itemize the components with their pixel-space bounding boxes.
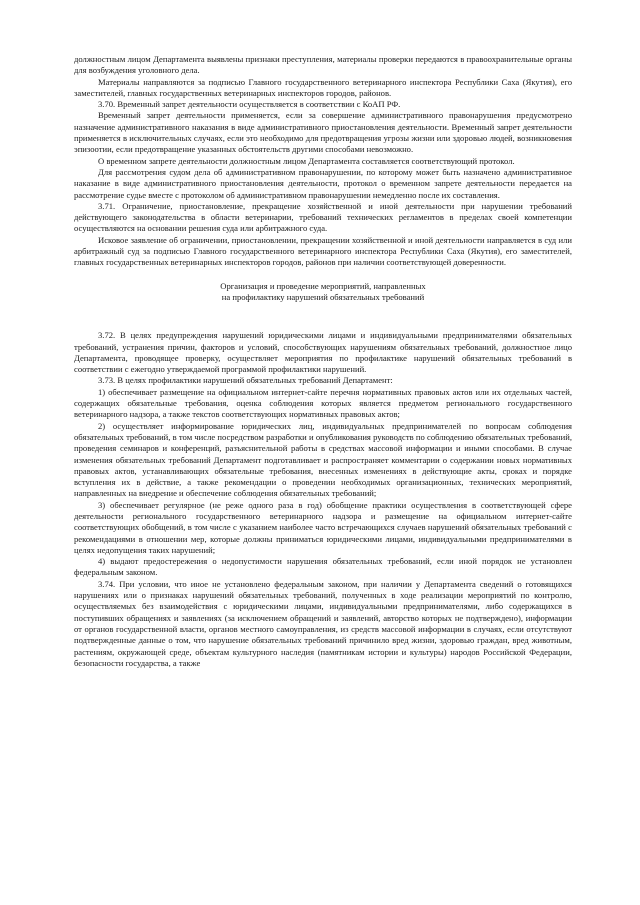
paragraph-3-71: 3.71. Ограничение, приостановление, прекращение хозяйственной и иной деятельности при нарушении требований действующего законодательства в области ветеринарии, требований технических регламентов в пределах своей компетенции осуществляются на основании решения суда или арбитражного суда.: [74, 200, 572, 234]
paragraph-3-74: 3.74. При условии, что иное не установлено федеральным законом, при наличии у Департамента сведений о готовящихся нарушениях или о признаках нарушений обязательных требований, полученных в ходе реализации мероприятий по контролю, осуществляемых без взаимодействия с юридическими лицами, индивидуальными предпринимателями, либо содержащихся в поступивших обращениях и заявлениях (за исключением обращений и заявлений, авторство которых не подтверждено), информации от органов государственной власти, органов местного самоуправления, из средств массовой информации в случаях, если отсутствуют подтвержденные данные о том, что нарушение обязательных требований причинило вред жизни, здоровью граждан, вред животным, растениям, окружающей среде, объектам культурного наследия (памятникам истории и культуры) народов Российской Федерации, безопасности государства, а также: [74, 578, 572, 668]
paragraph-court-review: Для рассмотрения судом дела об административном правонарушении, по которому может быть назначено административное наказание в виде административного приостановления деятельности, протокол о временном запрете деятельности передается на рассмотрение судье вместе с протоколом об административном правонарушении немедленно после их составления.: [74, 166, 572, 200]
list-item-2: 2) осуществляет информирование юридических лиц, индивидуальных предпринимателей по вопросам соблюдения обязательных требований, в том числе посредством разработки и опубликования руководств по соблюдению обязательных требований, проведения семинаров и конференций, разъяснительной работы в средствах массовой информации и иными способами. В случае изменения обязательных требований Департамент подготавливает и распространяет комментарии о содержании новых нормативных правовых актов, устанавливающих обязательные требования, внесенных изменениях в действующие акты, сроках и порядке вступления их в действие, а также рекомендации о проведении необходимых организационных, технических мероприятий, направленных на внедрение и обеспечение соблюдения обязательных требований;: [74, 420, 572, 499]
paragraph-continuation: должностным лицом Департамента выявлены признаки преступления, материалы проверки передаются в правоохранительные органы для возбуждения уголовного дела.: [74, 54, 572, 76]
paragraph-3-72: 3.72. В целях предупреждения нарушений юридическими лицами и индивидуальными предпринимателями обязательных требований, устранения причин, факторов и условий, способствующих нарушениям обязательных требований, должностное лицо Департамента, проводящее проверку, осуществляет мероприятия по профилактике нарушений обязательных требований в соответствии с ежегодно утверждаемой программой профилактики нарушений.: [74, 330, 572, 375]
section-heading: [74, 281, 572, 305]
paragraph-temporary-ban: Временный запрет деятельности применяется, если за совершение административного правонарушения предусмотрено назначение административного наказания в виде административного приостановления деятельности. Временный запрет деятельности применяется в исключительных случаях, если это необходимо для предотвращения угрозы жизни или здоровью людей, возникновения эпизоотии, если предотвращение указанных обстоятельств другими способами невозможно.: [74, 110, 572, 155]
paragraph-3-70: 3.70. Временный запрет деятельности осуществляется в соответствии с КоАП РФ.: [98, 99, 401, 110]
paragraph-materials-signature: Материалы направляются за подписью Главного государственного ветеринарного инспектора Республики Саха (Якутия), его заместителей, главных государственных ветеринарных инспекторов городов, районов.: [74, 76, 572, 98]
list-item-1: 1) обеспечивает размещение на официальном интернет-сайте перечня нормативных правовых актов или их отдельных частей, содержащих обязательные требования, оценка соблюдения которых является предметом регионального государственного ветеринарного надзора, а также текстов соответствующих нормативных правовых актов;: [74, 386, 572, 420]
paragraph-claim-statement: Исковое заявление об ограничении, приостановлении, прекращении хозяйственной и иной деятельности направляется в суд или арбитражный суд за подписью Главного государственного ветеринарного инспектора Республики Саха (Якутия), его заместителей, главных государственных ветеринарных инспекторов городов, районов при наличии соответствующей доверенности.: [74, 234, 572, 268]
list-item-4: 4) выдают предостережения о недопустимости нарушения обязательных требований, если иной порядок не установлен федеральным законом.: [74, 556, 572, 578]
paragraph-3-73: 3.73. В целях профилактики нарушений обязательных требований Департамент:: [98, 375, 393, 386]
list-item-3: 3) обеспечивает регулярное (не реже одного раза в год) обобщение практики осуществления в соответствующей сфере деятельности регионального государственного ветеринарного надзора и размещение на официальном интернет-сайте соответствующих обобщений, в том числе с указанием наиболее часто встречающихся случаев нарушений обязательных требований с рекомендациями в отношении мер, которые должны приниматься юридическими лицами, индивидуальными предпринимателями в целях недопущения таких нарушений;: [74, 499, 572, 555]
paragraph-ban-protocol: О временном запрете деятельности должностным лицом Департамента составляется соответствующий протокол.: [98, 155, 515, 166]
section-heading-line-2: на профилактику нарушений обязательных требований: [221, 292, 425, 303]
section-heading-line-1: Организация и проведение мероприятий, направленных: [220, 280, 426, 291]
